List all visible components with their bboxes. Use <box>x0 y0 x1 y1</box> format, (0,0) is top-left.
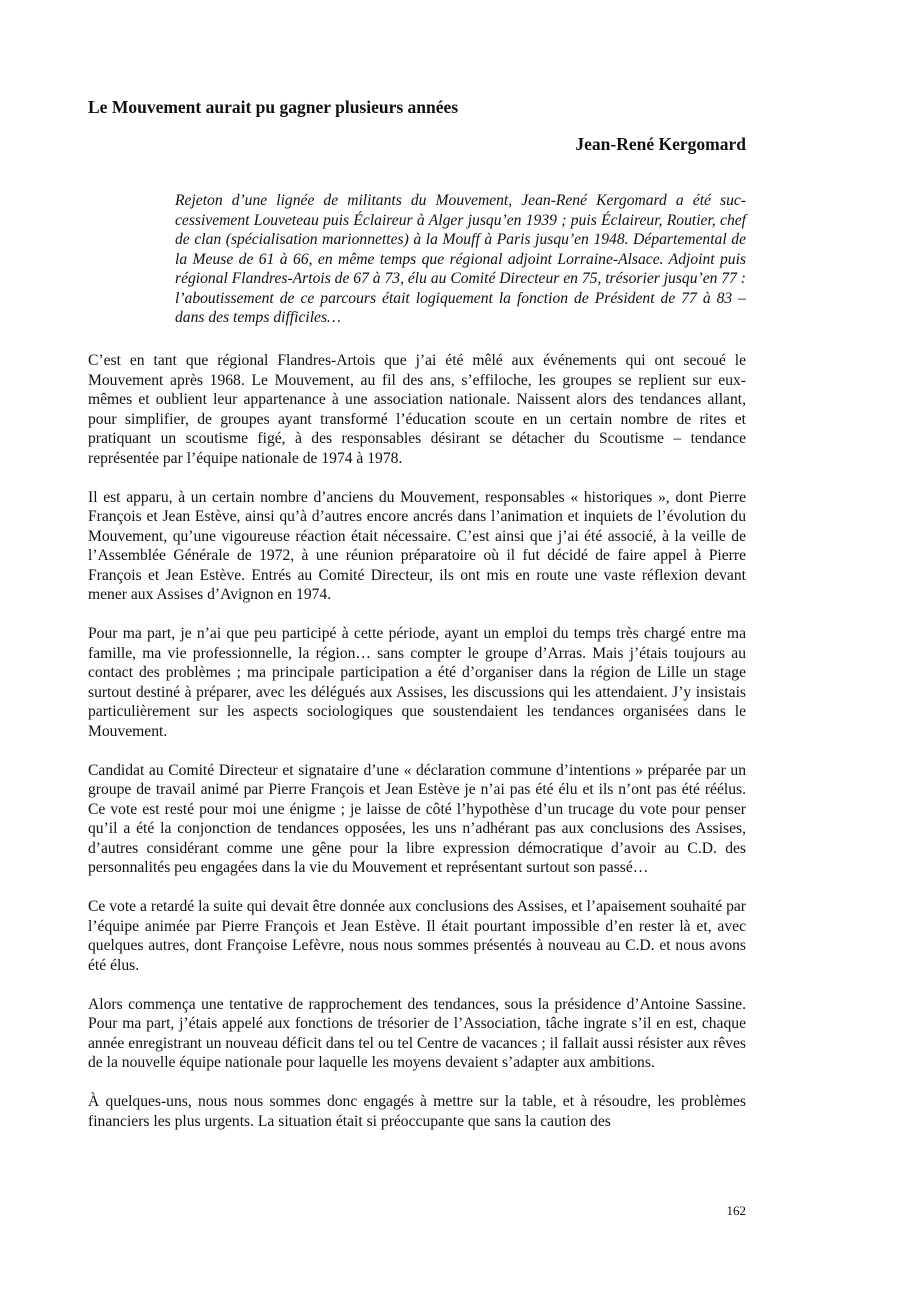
author-name: Jean-René Kergomard <box>575 134 746 154</box>
page-number: 162 <box>726 1203 746 1218</box>
paragraph: Il est apparu, à un certain nombre d’anciens du Mouvement, responsables « historiques », dont Pierre François et Jean Estève, ainsi qu’à d’autres encore ancrés dans l’animation et inquiets de l’évolution du Mouvement, qu’une vigoureuse réaction était nécessaire. C’est ainsi que j’ai été associé, à la veille de l’Assemblée Générale de 1972, à une réunion préparatoire où il fut décidé de faire appel à Pierre François et Jean Estève. Entrés au Comité Directeur, ils ont mis en route une vaste réflexion devant mener aux Assises d’Avignon en 1974. <box>88 488 746 603</box>
author-introduction: Rejeton d’une lignée de militants du Mouvement, Jean-René Kergomard a été successivement Louveteau puis Éclaireur à Alger jusqu’en 1939 ; puis Éclaireur, Routier, chef de clan (spécialisation marionnettes) à la Mouff à Paris jusqu’en 1948. Départemental de la Meuse de 61 à 66, en même temps que régional adjoint Lorraine-Alsace. Adjoint puis régional Flandres-Artois de 67 à 73, élu au Comité Directeur en 75, trésorier jusqu’en 77 : l’aboutissement de ce parcours était logiquement la fonction de Président de 77 à 83 – dans des temps difficiles… <box>175 192 746 326</box>
paragraph: Ce vote a retardé la suite qui devait être donnée aux conclusions des Assises, et l’apaisement souhaité par l’équipe animée par Pierre François et Jean Estève. Il était pourtant impossible d’en rester là et, avec quelques autres, dont Françoise Lefèvre, nous nous sommes présentés à nouveau au C.D. et nous avons été élus. <box>88 898 746 974</box>
paragraph: C’est en tant que régional Flandres-Artois que j’ai été mêlé aux événements qui ont secoué le Mouvement après 1968. Le Mouvement, au fil des ans, s’effiloche, les groupes se replient sur eux-mêmes et oublient leur appartenance à une association nationale. Naissent alors des tendances allant, pour simplifier, de groupes ayant transformé l’éducation scoute en un certain nombre de rites et pratiquant un scoutisme figé, à des responsables désirant se détacher du Scoutisme – tendance représentée par l’équipe nationale de 1974 à 1978. <box>88 352 746 467</box>
paragraph: Pour ma part, je n’ai que peu participé à cette période, ayant un emploi du temps très chargé entre ma famille, ma vie professionnelle, la région… sans compter le groupe d’Arras. Mais j’étais toujours au contact des problèmes ; ma principale participation a été d’organiser dans la région de Lille un stage surtout destiné à préparer, avec les délégués aux Assises, les discussions qui les attendaient. J’y insistais particulièrement sur les aspects sociologiques que soustendaient les tendances organisées dans le Mouvement. <box>88 625 746 740</box>
paragraph: Candidat au Comité Directeur et signataire d’une « déclaration commune d’intentions » préparée par un groupe de travail animé par Pierre François et Jean Estève je n’ai pas été élu et ils n’ont pas été réélus. Ce vote est resté pour moi une énigme ; je laisse de côté l’hypothèse d’un trucage du vote pour penser qu’il a été la conjonction de tendances opposées, les uns n’adhérant pas aux conclusions des Assises, d’autres considérant comme une gêne pour la libre expression démocratique d’avoir au C.D. des personnalités peu engagées dans la vie du Mouvement et représentant surtout son passé… <box>88 761 746 876</box>
article-title: Le Mouvement aurait pu gagner plusieurs années <box>88 97 459 117</box>
article-body <box>88 351 746 1151</box>
paragraph: Alors commença une tentative de rapprochement des tendances, sous la présidence d’Antoine Sassine. Pour ma part, j’étais appelé aux fonctions de trésorier de l’Association, tâche ingrate s’il en est, chaque année enregistrant un nouveau déficit dans tel ou tel Centre de vacances ; il fallait aussi résister aux rêves de la nouvelle équipe nationale pour laquelle les moyens devaient s’adapter aux ambitions. <box>88 995 746 1071</box>
paragraph: À quelques-uns, nous nous sommes donc engagés à mettre sur la table, et à résoudre, les problèmes financiers les plus urgents. La situation était si préoccupante que sans la caution des <box>88 1093 746 1130</box>
